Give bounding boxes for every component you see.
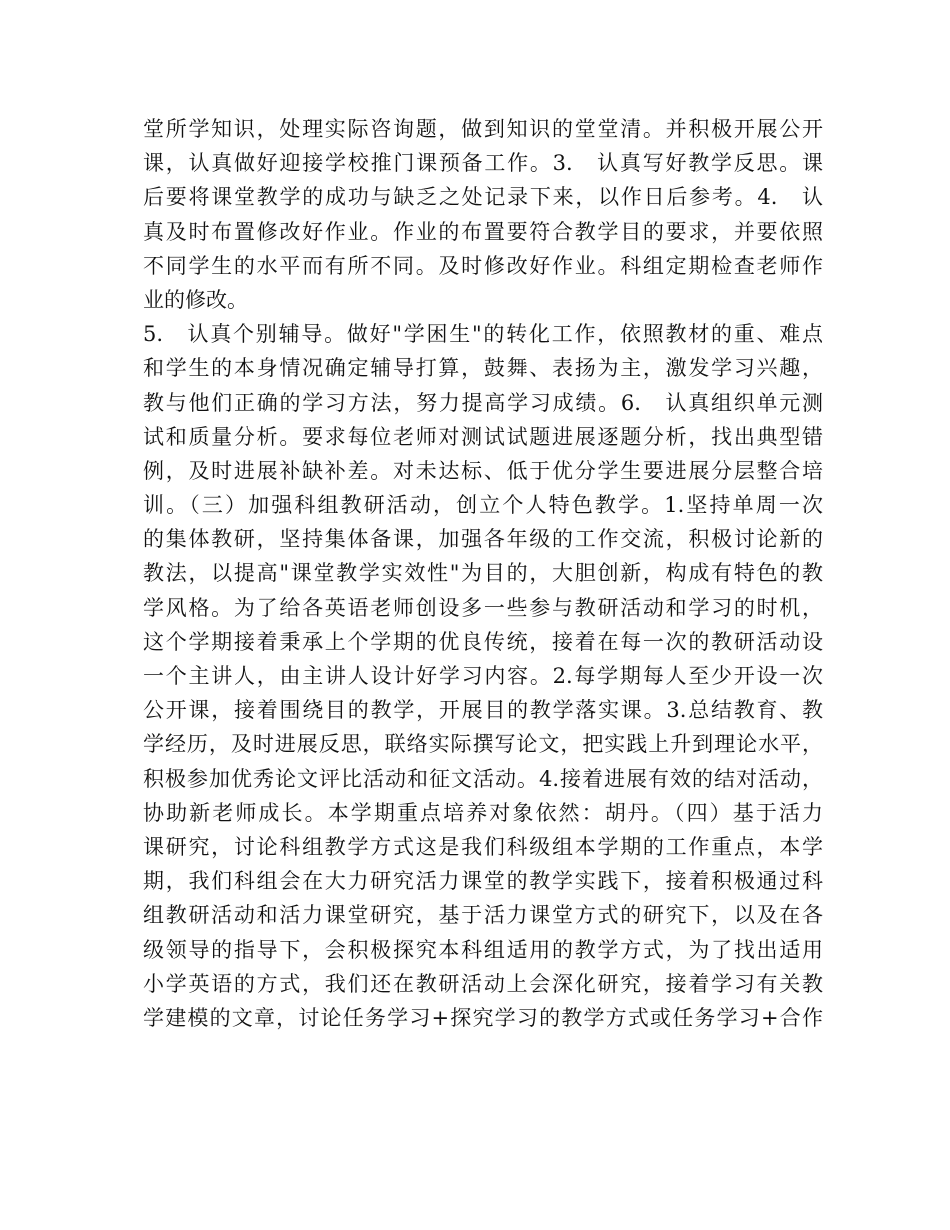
- text-line: 堂所学知识，处理实际咨询题，做到知识的堂堂清。并积极开展公开: [143, 117, 823, 141]
- text-line: 学建模的文章，讨论任务学习+探究学习的教学方式或任务学习+合作: [143, 1005, 823, 1030]
- text-line: 公开课，接着围绕目的教学，开展目的教学落实课。3.总结教育、教: [143, 698, 823, 723]
- text-line: 教与他们正确的学习方法，努力提高学习成绩。6. 认真组织单元测: [143, 390, 823, 415]
- text-line: 组教研活动和活力课堂研究，基于活力课堂方式的研究下，以及在各: [143, 903, 823, 928]
- text-line: 学经历，及时进展反思，联络实际撰写论文，把实践上升到理论水平，: [143, 732, 823, 757]
- text-line: 积极参加优秀论文评比活动和征文活动。4.接着进展有效的结对活动，: [143, 766, 823, 791]
- text-line: 级领导的指导下，会积极探究本科组适用的教学方式，为了找出适用: [143, 937, 823, 962]
- text-line: 期，我们科组会在大力研究活力课堂的教学实践下，接着积极通过科: [143, 869, 823, 894]
- text-line: 真及时布置修改好作业。作业的布置要符合教学目的要求，并要依照: [143, 219, 823, 244]
- text-line: 一个主讲人，由主讲人设计好学习内容。2.每学期每人至少开设一次: [143, 664, 823, 688]
- text-line: 5. 认真个别辅导。做好"学困生"的转化工作，依照教材的重、难点: [143, 322, 823, 347]
- text-line: 学风格。为了给各英语老师创设多一些参与教研活动和学习的时机，: [143, 595, 823, 620]
- text-line: 试和质量分析。要求每位老师对测试试题进展逐题分析，找出典型错: [143, 424, 823, 449]
- text-line: 不同学生的水平而有所不同。及时修改好作业。科组定期检查老师作: [143, 253, 823, 278]
- text-line: 教法，以提高"课堂教学实效性"为目的，大胆创新，构成有特色的教: [143, 561, 823, 586]
- text-line: 例，及时进展补缺补差。对未达标、低于优分学生要进展分层整合培: [143, 458, 823, 483]
- text-line: 训。（三）加强科组教研活动，创立个人特色教学。1.坚持单周一次: [143, 493, 823, 518]
- text-line: 后要将课堂教学的成功与缺乏之处记录下来，以作日后参考。4. 认: [143, 185, 823, 210]
- text-line: 课，认真做好迎接学校推门课预备工作。3. 认真写好教学反思。课: [143, 151, 823, 176]
- body-text: [143, 112, 823, 1035]
- text-line: 和学生的本身情况确定辅导打算，鼓舞、表扬为主，激发学习兴趣，: [143, 356, 823, 381]
- text-line: 小学英语的方式，我们还在教研活动上会深化研究，接着学习有关教: [143, 971, 823, 996]
- text-line: 的集体教研，坚持集体备课，加强各年级的工作交流，积极讨论新的: [143, 527, 823, 552]
- text-line: 课研究，讨论科组教学方式这是我们科级组本学期的工作重点，本学: [143, 834, 823, 859]
- text-line: 协助新老师成长。本学期重点培养对象依然：胡丹。（四）基于活力: [143, 800, 823, 825]
- text-line: 业的修改。: [143, 287, 248, 312]
- text-line: 这个学期接着秉承上个学期的优良传统，接着在每一次的教研活动设: [143, 629, 823, 654]
